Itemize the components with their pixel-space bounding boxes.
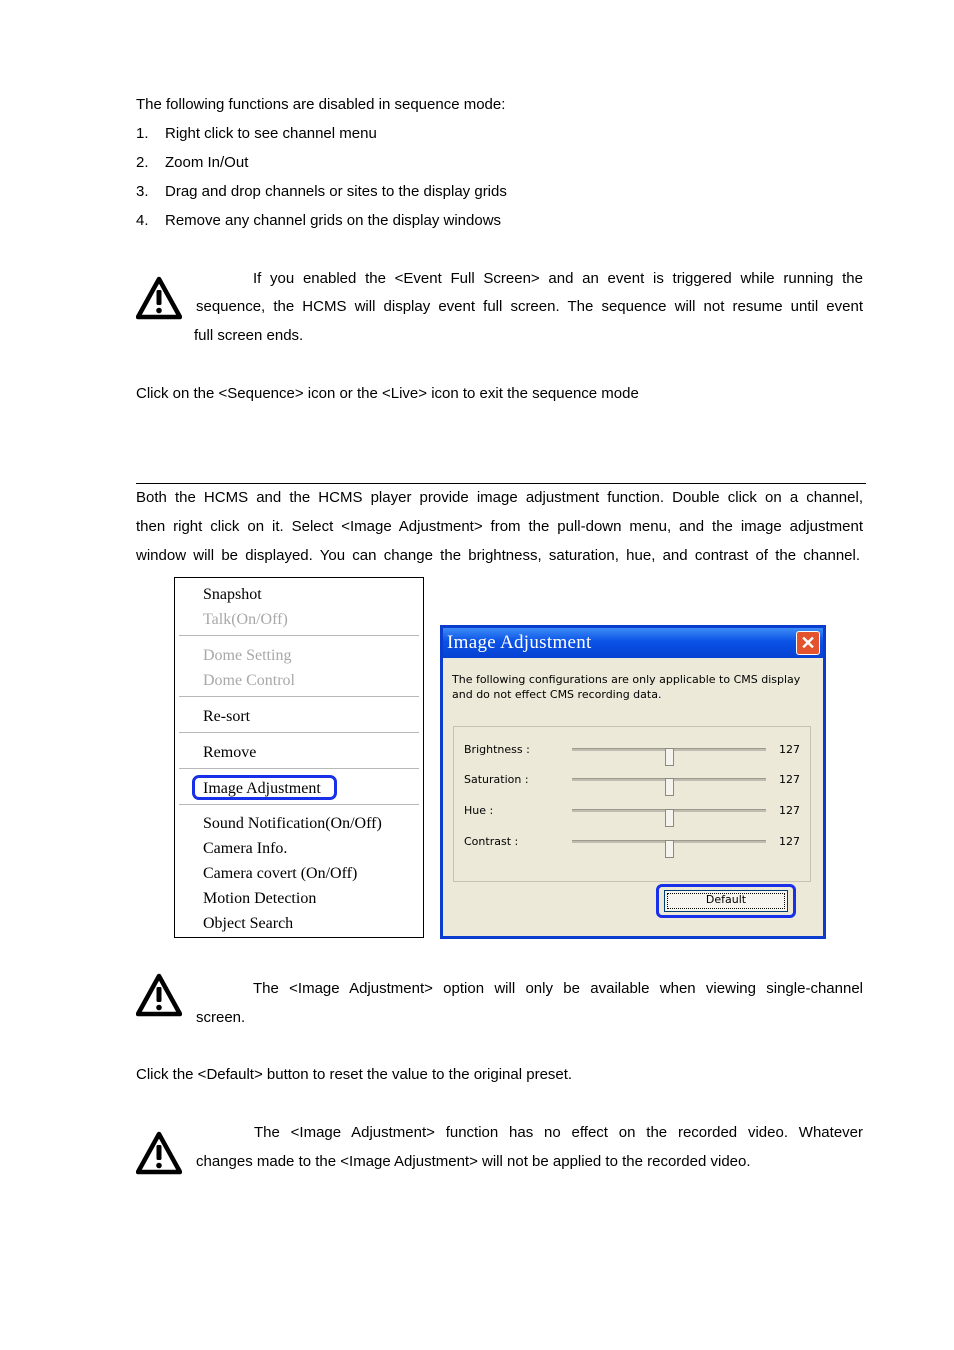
list-number: 1. (136, 125, 149, 142)
list-item (0, 119, 954, 148)
list-item (0, 148, 954, 177)
note-text: The <Image Adjustment> function has no effect on the recorded video. Whatever (254, 1124, 863, 1141)
slider-thumb[interactable] (665, 748, 674, 766)
slider-value: 127 (779, 743, 800, 756)
body-paragraph: Both the HCMS and the HCMS player provide image adjustment function. Double click on a channel, (136, 489, 863, 506)
note-text: If you enabled the <Event Full Screen> and an event is triggered while running the (253, 270, 863, 287)
slider-value: 127 (779, 804, 800, 817)
list-item (0, 177, 954, 206)
list-text: Right click to see channel menu (165, 125, 377, 142)
note-text: screen. (196, 1009, 246, 1026)
list-text: Zoom In/Out (165, 154, 249, 171)
list-number: 4. (136, 212, 149, 229)
list-number: 2. (136, 154, 149, 171)
list-number: 3. (136, 183, 149, 200)
exit-instruction: Click on the <Sequence> icon or the <Live> icon to exit the sequence mode (136, 385, 639, 402)
slider-label: Saturation : (464, 773, 529, 786)
slider-row-hue (454, 801, 810, 821)
menu-item-camera-covert[interactable]: Camera covert (On/Off) (203, 865, 358, 882)
list-item (0, 206, 954, 235)
menu-separator (179, 635, 419, 636)
slider-row-saturation (454, 770, 810, 790)
menu-item-object-search[interactable]: Object Search (203, 915, 294, 932)
default-instruction: Click the <Default> button to reset the value to the original preset. (136, 1066, 573, 1083)
menu-item-resort[interactable]: Re-sort (203, 708, 251, 725)
slider-thumb[interactable] (665, 809, 674, 827)
warning-icon (136, 973, 182, 1017)
default-button[interactable]: Default (664, 890, 788, 912)
dialog-body (443, 658, 823, 936)
close-icon[interactable]: ✕ (796, 631, 820, 655)
slider-thumb[interactable] (665, 840, 674, 858)
slider-value: 127 (779, 835, 800, 848)
slider-label: Contrast : (464, 835, 519, 848)
note-text: full screen ends. (194, 327, 304, 344)
body-paragraph: window will be displayed. You can change the brightness, saturation, hue, and contrast of the channel. (136, 547, 860, 564)
menu-separator (179, 732, 419, 733)
slider-row-contrast (454, 832, 810, 852)
menu-item-snapshot[interactable]: Snapshot (203, 586, 262, 603)
menu-separator (179, 696, 419, 697)
list-text: Remove any channel grids on the display windows (165, 212, 502, 229)
hue-slider[interactable] (572, 809, 766, 812)
body-paragraph: then right click on it. Select <Image Adjustment> from the pull-down menu, and the image adjustment (136, 518, 863, 535)
note-text: The <Image Adjustment> option will only be available when viewing single-channel (253, 980, 863, 997)
note-text: changes made to the <Image Adjustment> will not be applied to the recorded video. (196, 1153, 751, 1170)
menu-item-dome-control: Dome Control (203, 672, 295, 689)
slider-row-brightness (454, 740, 810, 760)
channel-context-menu (174, 577, 424, 938)
saturation-slider[interactable] (572, 778, 766, 781)
menu-item-motion-detection[interactable]: Motion Detection (203, 890, 317, 907)
dialog-description: The following configurations are only applicable to CMS display and do not effect CMS recording data. (452, 673, 801, 701)
menu-item-image-adjustment[interactable]: Image Adjustment (203, 780, 321, 797)
slider-label: Hue : (464, 804, 494, 817)
list-text: Drag and drop channels or sites to the display grids (165, 183, 507, 200)
menu-item-sound-notification[interactable]: Sound Notification(On/Off) (203, 815, 382, 832)
slider-value: 127 (779, 773, 800, 786)
menu-separator (179, 804, 419, 805)
dialog-titlebar[interactable] (443, 628, 823, 658)
slider-thumb[interactable] (665, 778, 674, 796)
dialog-title: Image Adjustment (447, 632, 592, 653)
slider-group (453, 726, 811, 882)
menu-item-talk: Talk(On/Off) (203, 611, 288, 628)
intro-text: The following functions are disabled in sequence mode: (136, 96, 506, 113)
warning-icon (136, 276, 182, 320)
menu-separator (179, 768, 419, 769)
menu-item-remove[interactable]: Remove (203, 744, 257, 761)
image-adjustment-dialog (440, 625, 826, 939)
slider-label: Brightness : (464, 743, 530, 756)
brightness-slider[interactable] (572, 748, 766, 751)
note-text: sequence, the HCMS will display event full screen. The sequence will not resume until event (196, 298, 863, 315)
contrast-slider[interactable] (572, 840, 766, 843)
menu-item-dome-setting: Dome Setting (203, 647, 292, 664)
menu-item-camera-info[interactable]: Camera Info. (203, 840, 288, 857)
warning-icon (136, 1131, 182, 1175)
